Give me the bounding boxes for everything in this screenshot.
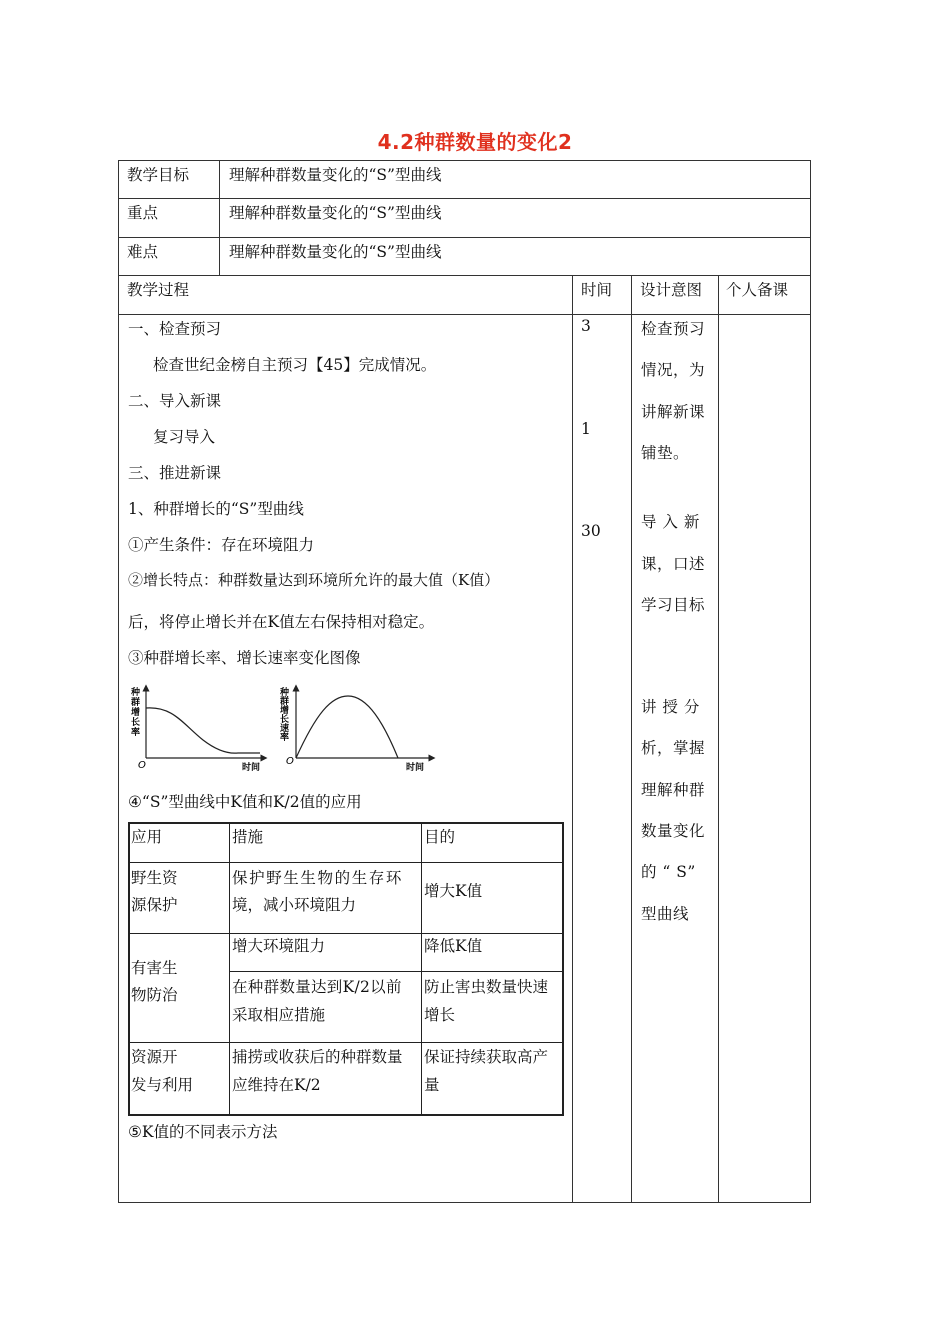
app-label: 野生资 <box>131 869 178 887</box>
purpose-text: 增大K值 <box>424 882 483 900</box>
measure-text: 应维持在K/2 <box>232 1076 321 1094</box>
row-divider <box>118 275 811 276</box>
column-divider <box>572 275 573 1203</box>
y-axis-label: 种群增长速率 <box>280 688 290 743</box>
design-text: 导 入 新 <box>641 513 700 531</box>
design-text: 理解种群 <box>641 781 706 799</box>
column-header-design: 设计意图 <box>640 281 703 299</box>
app-label: 发与利用 <box>131 1076 194 1094</box>
column-divider <box>718 275 719 1203</box>
teaching-goal-label: 教学目标 <box>127 166 190 184</box>
app-label: 物防治 <box>131 986 178 1004</box>
time-value: 3 <box>581 317 591 335</box>
inner-header-purpose: 目的 <box>424 828 456 846</box>
graph1-origin: O <box>138 760 146 771</box>
measure-text: 捕捞或收获后的种群数量 <box>232 1048 403 1066</box>
purpose-text: 降低K值 <box>424 937 483 955</box>
process-text: ⑤K值的不同表示方法 <box>128 1123 278 1141</box>
purpose-text: 保证持续获取高产 <box>424 1048 549 1066</box>
key-point-label: 重点 <box>127 204 159 222</box>
design-text: 型曲线 <box>641 905 690 923</box>
column-header-process: 教学过程 <box>127 281 190 299</box>
measure-text: 保护野生生物的生存环 <box>232 869 404 887</box>
measure-text: 在种群数量达到K/2以前 <box>232 978 402 996</box>
design-text: 检查预习 <box>641 320 706 338</box>
column-divider <box>631 275 632 1203</box>
table-border <box>118 160 811 161</box>
section-heading: 二、导入新课 <box>128 392 222 410</box>
section-heading: 三、推进新课 <box>128 464 222 482</box>
process-text: 后，将停止增长并在K值左右保持相对稳定。 <box>128 613 435 631</box>
inner-row-divider <box>128 1042 562 1043</box>
inner-row-divider <box>128 862 562 863</box>
design-text: 数量变化 <box>641 822 706 840</box>
process-text: ④“S”型曲线中K值和K/2值的应用 <box>128 793 362 811</box>
row-divider <box>118 237 811 238</box>
design-text: 讲 授 分 <box>641 698 700 716</box>
growth-rate-curve <box>146 708 260 753</box>
measure-text: 采取相应措施 <box>232 1006 326 1024</box>
app-label: 有害生 <box>131 959 178 977</box>
inner-column-divider <box>229 822 230 1114</box>
app-label: 源保护 <box>131 896 178 914</box>
process-text: ③种群增长率、增长速率变化图像 <box>128 649 361 667</box>
teaching-goal-value: 理解种群数量变化的“S”型曲线 <box>229 166 442 184</box>
subsection-heading: 1、种群增长的“S”型曲线 <box>128 500 304 518</box>
design-text: 的 “ S” <box>641 863 696 881</box>
design-text: 情况，为 <box>641 361 706 379</box>
difficulty-label: 难点 <box>127 243 159 261</box>
inner-row-divider <box>128 933 562 934</box>
process-text: ②增长特点：种群数量达到环境所允许的最大值（K值） <box>128 571 500 589</box>
y-axis-label: 种群增长率 <box>131 688 141 738</box>
k-value-application-table <box>128 822 562 1114</box>
table-border <box>118 1202 811 1203</box>
difficulty-value: 理解种群数量变化的“S”型曲线 <box>229 243 442 261</box>
inner-header-measure: 措施 <box>232 828 264 846</box>
growth-speed-curve <box>296 696 398 758</box>
row-divider <box>118 314 811 315</box>
growth-speed-graph <box>276 684 436 774</box>
key-point-value: 理解种群数量变化的“S”型曲线 <box>229 204 442 222</box>
column-divider <box>219 160 220 275</box>
app-label: 资源开 <box>131 1048 178 1066</box>
graph1-xlabel: 时间 <box>242 763 261 773</box>
purpose-text: 防止害虫数量快速 <box>424 978 549 996</box>
measure-text: 增大环境阻力 <box>232 937 326 955</box>
measure-text: 境，减小环境阻力 <box>232 896 357 914</box>
purpose-text: 增长 <box>424 1006 456 1024</box>
graph2-origin: O <box>286 756 294 767</box>
process-text: 复习导入 <box>153 428 216 446</box>
design-text: 讲解新课 <box>641 403 706 421</box>
inner-header-application: 应用 <box>131 828 163 846</box>
design-text: 铺垫。 <box>641 444 690 462</box>
time-value: 30 <box>581 522 601 540</box>
design-text: 析，掌握 <box>641 739 706 757</box>
table-border <box>118 160 119 1203</box>
section-heading: 一、检查预习 <box>128 320 222 338</box>
inner-column-divider <box>421 822 422 1114</box>
design-text: 学习目标 <box>641 596 706 614</box>
table-border <box>810 160 811 1203</box>
graph2-xlabel: 时间 <box>406 763 425 773</box>
purpose-text: 量 <box>424 1076 440 1094</box>
page-title: 4.2种群数量的变化2 <box>377 130 573 154</box>
process-text: 检查世纪金榜自主预习【45】完成情况。 <box>153 356 437 374</box>
growth-rate-graph <box>128 684 268 774</box>
inner-row-divider <box>229 971 562 972</box>
column-header-time: 时间 <box>581 281 613 299</box>
design-text: 课，口述 <box>641 555 706 573</box>
column-header-personal: 个人备课 <box>726 281 789 299</box>
row-divider <box>118 198 811 199</box>
time-value: 1 <box>581 420 591 438</box>
process-text: ①产生条件：存在环境阻力 <box>128 536 315 554</box>
